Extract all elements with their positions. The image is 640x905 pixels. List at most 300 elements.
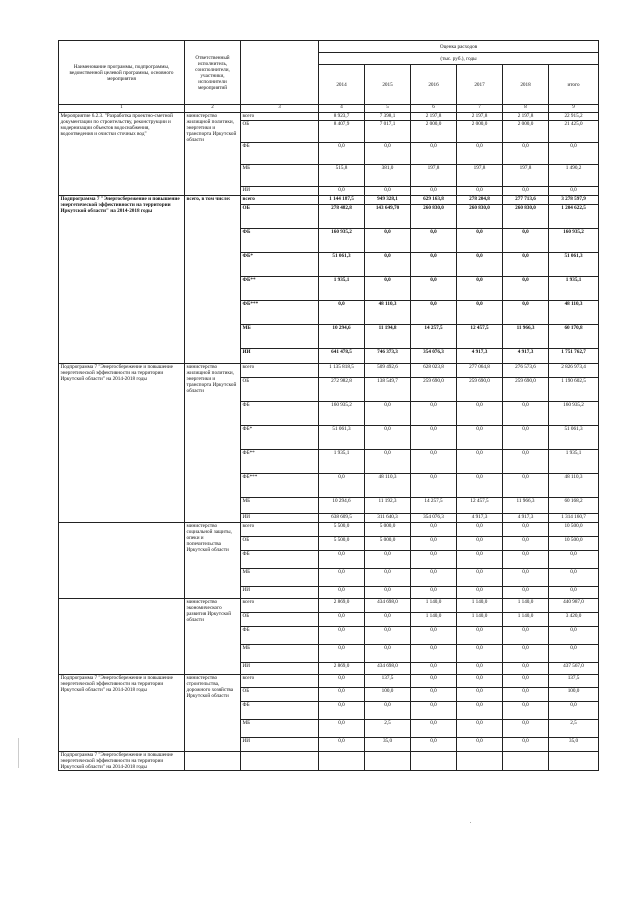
amount-cell: 0,0 xyxy=(411,402,457,426)
amount-cell: 0,0 xyxy=(503,738,549,752)
amount-cell: 0,0 xyxy=(457,450,503,474)
amount-cell: 509 492,6 xyxy=(365,364,411,378)
amount-cell: 0,0 xyxy=(365,645,411,663)
table-row xyxy=(59,364,599,378)
amount-cell: 8 407,9 xyxy=(319,121,365,143)
column-index: 7 xyxy=(457,105,503,113)
amount-cell: 197,8 xyxy=(457,165,503,187)
amount-cell: 1 140,0 xyxy=(503,613,549,627)
funding-source-cell: ФБ xyxy=(241,402,319,426)
amount-cell: 1 140,0 xyxy=(457,613,503,627)
total-cell: 10 500,0 xyxy=(549,523,599,537)
amount-cell: 381,0 xyxy=(365,165,411,187)
amount-cell: 0,0 xyxy=(411,450,457,474)
amount-cell: 0,0 xyxy=(457,702,503,720)
amount-cell: 0,0 xyxy=(319,569,365,587)
amount-cell: 2 197,8 xyxy=(503,113,549,121)
total-cell: 21 425,0 xyxy=(549,121,599,143)
total-cell: 437 567,0 xyxy=(549,663,599,675)
amount-cell: 0,0 xyxy=(457,738,503,752)
funding-source-cell: МБ xyxy=(241,645,319,663)
amount-cell: 4 917,3 xyxy=(503,349,549,364)
funding-source-cell: ИИ xyxy=(241,514,319,523)
amount-cell: 0,0 xyxy=(457,523,503,537)
total-cell: 137,5 xyxy=(549,675,599,688)
amount-cell: 197,8 xyxy=(411,165,457,187)
funding-source-cell: всего xyxy=(241,523,319,537)
table-row xyxy=(59,196,599,205)
amount-cell: 0,0 xyxy=(503,143,549,165)
funding-source-cell: ФБ* xyxy=(241,426,319,450)
table-row xyxy=(59,113,599,121)
total-cell: 48 110,3 xyxy=(549,301,599,325)
amount-cell: 4 917,3 xyxy=(457,514,503,523)
amount-cell: 276 573,6 xyxy=(503,364,549,378)
amount-cell: 0,0 xyxy=(503,569,549,587)
funding-source-cell: ФБ*** xyxy=(241,301,319,325)
header-year: 2017 xyxy=(457,65,503,105)
amount-cell: 12 457,5 xyxy=(457,498,503,514)
total-cell xyxy=(549,752,599,771)
funding-source-cell: ИИ xyxy=(241,587,319,599)
header-source xyxy=(241,41,319,105)
program-name-cell xyxy=(59,599,185,675)
amount-cell: 0,0 xyxy=(503,720,549,738)
amount-cell: 138 549,7 xyxy=(365,378,411,402)
amount-cell: 0,0 xyxy=(503,402,549,426)
amount-cell: 0,0 xyxy=(319,187,365,196)
amount-cell: 0,0 xyxy=(411,229,457,253)
amount-cell: 143 649,70 xyxy=(365,205,411,229)
amount-cell: 2,5 xyxy=(365,720,411,738)
amount-cell: 0,0 xyxy=(319,738,365,752)
amount-cell: 5 500,0 xyxy=(319,537,365,551)
column-index: 1 xyxy=(59,105,185,113)
amount-cell: 0,0 xyxy=(457,253,503,277)
amount-cell: 0,0 xyxy=(503,187,549,196)
amount-cell: 0,0 xyxy=(411,627,457,645)
amount-cell: 0,0 xyxy=(457,143,503,165)
amount-cell: 0,0 xyxy=(365,143,411,165)
header-cost-estimate: Оценка расходов xyxy=(319,41,599,53)
program-name-cell: Подпрограмма 7 "Энергосбережение и повышение энергетической эффективности на территории Иркутской области" на 2014-2018 годы xyxy=(59,364,185,523)
scan-artifact-dot xyxy=(470,822,471,823)
executor-cell: всего, в том числе: xyxy=(185,196,241,364)
amount-cell: 0,0 xyxy=(503,663,549,675)
total-cell: 3 420,0 xyxy=(549,613,599,627)
amount-cell: 0,0 xyxy=(411,702,457,720)
amount-cell: 12 457,5 xyxy=(457,325,503,349)
funding-source-cell: всего xyxy=(241,364,319,378)
amount-cell: 260 830,0 xyxy=(457,205,503,229)
amount-cell: 1 140,0 xyxy=(411,613,457,627)
funding-source-cell: ОБ xyxy=(241,121,319,143)
amount-cell: 0,0 xyxy=(411,474,457,498)
amount-cell: 0,0 xyxy=(503,277,549,301)
amount-cell: 51 061,3 xyxy=(319,426,365,450)
amount-cell: 10 294,6 xyxy=(319,498,365,514)
amount-cell: 0,0 xyxy=(319,474,365,498)
column-index: 8 xyxy=(503,105,549,113)
amount-cell: 0,0 xyxy=(503,551,549,569)
amount-cell: 628 023,8 xyxy=(411,364,457,378)
amount-cell: 638 609,5 xyxy=(319,514,365,523)
amount-cell xyxy=(457,752,503,771)
amount-cell: 0,0 xyxy=(319,702,365,720)
amount-cell: 197,8 xyxy=(503,165,549,187)
total-cell: 0,0 xyxy=(549,551,599,569)
amount-cell: 0,0 xyxy=(319,587,365,599)
amount-cell: 0,0 xyxy=(319,675,365,688)
table-row xyxy=(59,599,599,613)
funding-source-cell xyxy=(241,752,319,771)
amount-cell: 0,0 xyxy=(411,301,457,325)
funding-source-cell: ИИ xyxy=(241,738,319,752)
amount-cell: 434 698,0 xyxy=(365,663,411,675)
amount-cell: 5 000,0 xyxy=(365,523,411,537)
amount-cell: 5 500,0 xyxy=(319,523,365,537)
amount-cell: 260 830,0 xyxy=(411,205,457,229)
amount-cell: 0,0 xyxy=(365,277,411,301)
total-cell: 160 935,2 xyxy=(549,229,599,253)
amount-cell: 259 690,0 xyxy=(503,378,549,402)
total-cell: 51 061,3 xyxy=(549,426,599,450)
total-cell: 0,0 xyxy=(549,645,599,663)
funding-source-cell: ФБ xyxy=(241,627,319,645)
amount-cell: 0,0 xyxy=(503,253,549,277)
total-cell: 440 987,0 xyxy=(549,599,599,613)
amount-cell: 1 935,1 xyxy=(319,450,365,474)
total-cell: 10 500,0 xyxy=(549,537,599,551)
total-cell: 1 204 622,5 xyxy=(549,205,599,229)
header-year: 2014 xyxy=(319,65,365,105)
total-cell: 60 170,8 xyxy=(549,325,599,349)
budget-table xyxy=(58,40,599,771)
funding-source-cell: ФБ*** xyxy=(241,474,319,498)
amount-cell: 0,0 xyxy=(457,587,503,599)
funding-source-cell: всего xyxy=(241,675,319,688)
funding-source-cell: ФБ** xyxy=(241,277,319,301)
scan-artifact-line xyxy=(18,738,19,768)
amount-cell: 0,0 xyxy=(319,627,365,645)
header-row-top xyxy=(59,41,599,53)
funding-source-cell: ОБ xyxy=(241,537,319,551)
amount-cell: 0,0 xyxy=(503,688,549,702)
amount-cell: 51 061,3 xyxy=(319,253,365,277)
amount-cell: 100,0 xyxy=(365,688,411,702)
amount-cell: 48 110,3 xyxy=(365,301,411,325)
amount-cell xyxy=(365,752,411,771)
amount-cell: 0,0 xyxy=(411,663,457,675)
funding-source-cell: всего xyxy=(241,599,319,613)
amount-cell: 8 923,7 xyxy=(319,113,365,121)
amount-cell: 0,0 xyxy=(319,551,365,569)
total-cell: 0,0 xyxy=(549,587,599,599)
amount-cell: 0,0 xyxy=(457,663,503,675)
amount-cell: 0,0 xyxy=(503,301,549,325)
budget-table-sheet xyxy=(58,40,599,771)
amount-cell: 2 869,0 xyxy=(319,599,365,613)
executor-cell: министерство жилищной политики, энергетики и транспорта Иркутской области xyxy=(185,364,241,523)
amount-cell: 11 966,3 xyxy=(503,498,549,514)
amount-cell: 0,0 xyxy=(365,613,411,627)
funding-source-cell: всего xyxy=(241,113,319,121)
total-cell: 48 110,3 xyxy=(549,474,599,498)
amount-cell: 0,0 xyxy=(319,143,365,165)
amount-cell: 0,0 xyxy=(319,645,365,663)
amount-cell: 4 917,3 xyxy=(503,514,549,523)
funding-source-cell: ОБ xyxy=(241,378,319,402)
header-year: 2016 xyxy=(411,65,457,105)
amount-cell: 0,0 xyxy=(411,253,457,277)
amount-cell: 0,0 xyxy=(503,627,549,645)
amount-cell: 0,0 xyxy=(457,426,503,450)
amount-cell: 515,8 xyxy=(319,165,365,187)
amount-cell: 0,0 xyxy=(411,587,457,599)
amount-cell: 0,0 xyxy=(503,587,549,599)
amount-cell: 0,0 xyxy=(457,187,503,196)
amount-cell: 0,0 xyxy=(365,253,411,277)
amount-cell: 0,0 xyxy=(411,720,457,738)
total-cell: 0,0 xyxy=(549,569,599,587)
amount-cell: 2 197,8 xyxy=(457,113,503,121)
amount-cell: 0,0 xyxy=(411,569,457,587)
total-cell: 1 935,1 xyxy=(549,277,599,301)
funding-source-cell: МБ xyxy=(241,569,319,587)
amount-cell: 949 328,1 xyxy=(365,196,411,205)
amount-cell: 1 135 818,5 xyxy=(319,364,365,378)
table-body xyxy=(59,41,599,771)
total-cell: 1 490,2 xyxy=(549,165,599,187)
column-index: 6 xyxy=(411,105,457,113)
amount-cell: 0,0 xyxy=(457,645,503,663)
program-name-cell: Подпрограмма 7 "Энергосбережение и повышение энергетической эффективности на территории Иркутской области" на 2014-2018 годы xyxy=(59,675,185,752)
executor-cell xyxy=(185,752,241,771)
amount-cell: 2 000,0 xyxy=(457,121,503,143)
amount-cell: 0,0 xyxy=(411,523,457,537)
amount-cell: 2 000,0 xyxy=(411,121,457,143)
amount-cell: 277 713,6 xyxy=(503,196,549,205)
header-total: итого xyxy=(549,65,599,105)
funding-source-cell: ОБ xyxy=(241,205,319,229)
total-cell: 1 314 160,7 xyxy=(549,514,599,523)
amount-cell: 0,0 xyxy=(503,675,549,688)
funding-source-cell: ФБ xyxy=(241,551,319,569)
amount-cell: 0,0 xyxy=(365,229,411,253)
total-cell: 1 190 602,5 xyxy=(549,378,599,402)
amount-cell: 277 064,8 xyxy=(457,364,503,378)
amount-cell: 35,0 xyxy=(365,738,411,752)
amount-cell: 0,0 xyxy=(365,702,411,720)
amount-cell: 137,5 xyxy=(365,675,411,688)
amount-cell: 10 294,6 xyxy=(319,325,365,349)
amount-cell: 0,0 xyxy=(365,569,411,587)
amount-cell: 14 257,5 xyxy=(411,498,457,514)
total-cell: 1 751 762,7 xyxy=(549,349,599,364)
total-cell: 2,5 xyxy=(549,720,599,738)
amount-cell: 160 935,2 xyxy=(319,229,365,253)
funding-source-cell: ИИ xyxy=(241,349,319,364)
funding-source-cell: ФБ xyxy=(241,143,319,165)
amount-cell: 0,0 xyxy=(457,474,503,498)
amount-cell: 0,0 xyxy=(411,426,457,450)
amount-cell: 0,0 xyxy=(457,301,503,325)
amount-cell xyxy=(411,752,457,771)
amount-cell: 0,0 xyxy=(457,627,503,645)
total-cell: 100,0 xyxy=(549,688,599,702)
amount-cell: 0,0 xyxy=(319,613,365,627)
header-year: 2015 xyxy=(365,65,411,105)
amount-cell: 160 935,2 xyxy=(319,402,365,426)
amount-cell: 0,0 xyxy=(457,229,503,253)
total-cell: 51 061,3 xyxy=(549,253,599,277)
total-cell: 3 278 597,9 xyxy=(549,196,599,205)
amount-cell: 311 640,3 xyxy=(365,514,411,523)
amount-cell: 0,0 xyxy=(319,720,365,738)
amount-cell: 1 140,0 xyxy=(503,599,549,613)
funding-source-cell: МБ xyxy=(241,325,319,349)
amount-cell: 0,0 xyxy=(457,569,503,587)
amount-cell: 1 935,1 xyxy=(319,277,365,301)
amount-cell: 7 398,1 xyxy=(365,113,411,121)
header-year: 2018 xyxy=(503,65,549,105)
amount-cell xyxy=(503,752,549,771)
total-cell: 160 935,2 xyxy=(549,402,599,426)
amount-cell: 259 690,0 xyxy=(411,378,457,402)
amount-cell: 0,0 xyxy=(365,187,411,196)
amount-cell: 0,0 xyxy=(411,551,457,569)
header-unit: (тыс. руб.), годы xyxy=(319,53,599,65)
amount-cell: 0,0 xyxy=(411,675,457,688)
funding-source-cell: ИИ xyxy=(241,187,319,196)
amount-cell: 0,0 xyxy=(503,426,549,450)
header-executor: Ответственный исполнитель, соисполнители, участники, исполнители мероприятий xyxy=(185,41,241,105)
funding-source-cell: ФБ xyxy=(241,229,319,253)
amount-cell: 354 076,3 xyxy=(411,514,457,523)
amount-cell: 0,0 xyxy=(503,702,549,720)
amount-cell: 0,0 xyxy=(503,523,549,537)
amount-cell: 0,0 xyxy=(365,402,411,426)
amount-cell: 0,0 xyxy=(319,688,365,702)
program-name-cell: Мероприятие 6.2.3. "Разработка проектно-сметной документации по строительству, реконструкции и модернизации объектов водоснабжения, водоотведения и очистки сточных вод" xyxy=(59,113,185,196)
program-name-cell: Подпрограмма 7 "Энергосбережение и повышение энергетической эффективности на территории Иркутской области" на 2014-2018 годы xyxy=(59,196,185,364)
amount-cell: 0,0 xyxy=(503,229,549,253)
amount-cell: 0,0 xyxy=(457,688,503,702)
column-index: 4 xyxy=(319,105,365,113)
amount-cell xyxy=(319,752,365,771)
total-cell: 0,0 xyxy=(549,702,599,720)
amount-cell: 629 163,8 xyxy=(411,196,457,205)
amount-cell: 11 192,3 xyxy=(365,498,411,514)
total-cell: 0,0 xyxy=(549,187,599,196)
total-cell: 60 168,2 xyxy=(549,498,599,514)
amount-cell: 1 140,0 xyxy=(411,599,457,613)
index-row xyxy=(59,105,599,113)
total-cell: 2 826 973,4 xyxy=(549,364,599,378)
amount-cell: 0,0 xyxy=(457,537,503,551)
funding-source-cell: ФБ xyxy=(241,702,319,720)
amount-cell: 0,0 xyxy=(457,277,503,301)
amount-cell: 746 373,3 xyxy=(365,349,411,364)
amount-cell: 0,0 xyxy=(411,277,457,301)
amount-cell: 11 966,3 xyxy=(503,325,549,349)
amount-cell: 0,0 xyxy=(457,720,503,738)
amount-cell: 2 000,0 xyxy=(503,121,549,143)
program-name-cell: Подпрограмма 7 "Энергосбережение и повышение энергетической эффективности на территории Иркутской области" на 2014-2018 годы xyxy=(59,752,185,771)
amount-cell: 0,0 xyxy=(365,587,411,599)
amount-cell: 272 982,8 xyxy=(319,378,365,402)
funding-source-cell: ОБ xyxy=(241,688,319,702)
total-cell: 1 935,1 xyxy=(549,450,599,474)
table-row xyxy=(59,752,599,771)
amount-cell: 278 482,8 xyxy=(319,205,365,229)
column-index: 9 xyxy=(549,105,599,113)
amount-cell: 4 917,3 xyxy=(457,349,503,364)
total-cell: 0,0 xyxy=(549,143,599,165)
executor-cell: министерство социальной защиты, опеки и попечительства Иркутской области xyxy=(185,523,241,599)
funding-source-cell: ФБ* xyxy=(241,253,319,277)
funding-source-cell: МБ xyxy=(241,498,319,514)
amount-cell: 278 204,8 xyxy=(457,196,503,205)
amount-cell: 2 869,0 xyxy=(319,663,365,675)
executor-cell: министерство жилищной политики, энергетики и транспорта Иркутской области xyxy=(185,113,241,196)
amount-cell: 0,0 xyxy=(503,645,549,663)
amount-cell: 0,0 xyxy=(365,450,411,474)
column-index: 3 xyxy=(241,105,319,113)
amount-cell: 48 110,3 xyxy=(365,474,411,498)
total-cell: 22 915,2 xyxy=(549,113,599,121)
amount-cell: 1 140,0 xyxy=(457,599,503,613)
amount-cell: 0,0 xyxy=(503,450,549,474)
amount-cell: 11 194,8 xyxy=(365,325,411,349)
amount-cell: 0,0 xyxy=(411,143,457,165)
header-program-name: Наименование программы, подпрограммы, ведомственной целевой программы, основного мероприятия xyxy=(59,41,185,105)
amount-cell: 434 698,0 xyxy=(365,599,411,613)
amount-cell: 259 690,0 xyxy=(457,378,503,402)
amount-cell: 7 017,1 xyxy=(365,121,411,143)
amount-cell: 0,0 xyxy=(365,551,411,569)
amount-cell: 354 076,3 xyxy=(411,349,457,364)
column-index: 2 xyxy=(185,105,241,113)
amount-cell: 0,0 xyxy=(411,738,457,752)
amount-cell: 0,0 xyxy=(457,551,503,569)
funding-source-cell: МБ xyxy=(241,720,319,738)
amount-cell: 0,0 xyxy=(411,187,457,196)
amount-cell: 0,0 xyxy=(503,537,549,551)
amount-cell: 14 257,5 xyxy=(411,325,457,349)
funding-source-cell: МБ xyxy=(241,165,319,187)
amount-cell: 0,0 xyxy=(503,474,549,498)
total-cell: 35,0 xyxy=(549,738,599,752)
table-row xyxy=(59,523,599,537)
funding-source-cell: ОБ xyxy=(241,613,319,627)
funding-source-cell: ФБ** xyxy=(241,450,319,474)
amount-cell: 0,0 xyxy=(411,537,457,551)
amount-cell: 0,0 xyxy=(365,426,411,450)
funding-source-cell: всего xyxy=(241,196,319,205)
total-cell: 0,0 xyxy=(549,627,599,645)
amount-cell: 0,0 xyxy=(411,645,457,663)
amount-cell: 0,0 xyxy=(457,675,503,688)
amount-cell: 0,0 xyxy=(319,301,365,325)
amount-cell: 2 197,8 xyxy=(411,113,457,121)
amount-cell: 0,0 xyxy=(457,402,503,426)
amount-cell: 5 000,0 xyxy=(365,537,411,551)
executor-cell: министерство строительства, дорожного хозяйства Иркутской области xyxy=(185,675,241,752)
funding-source-cell: ИИ xyxy=(241,663,319,675)
table-row xyxy=(59,675,599,688)
column-index: 5 xyxy=(365,105,411,113)
